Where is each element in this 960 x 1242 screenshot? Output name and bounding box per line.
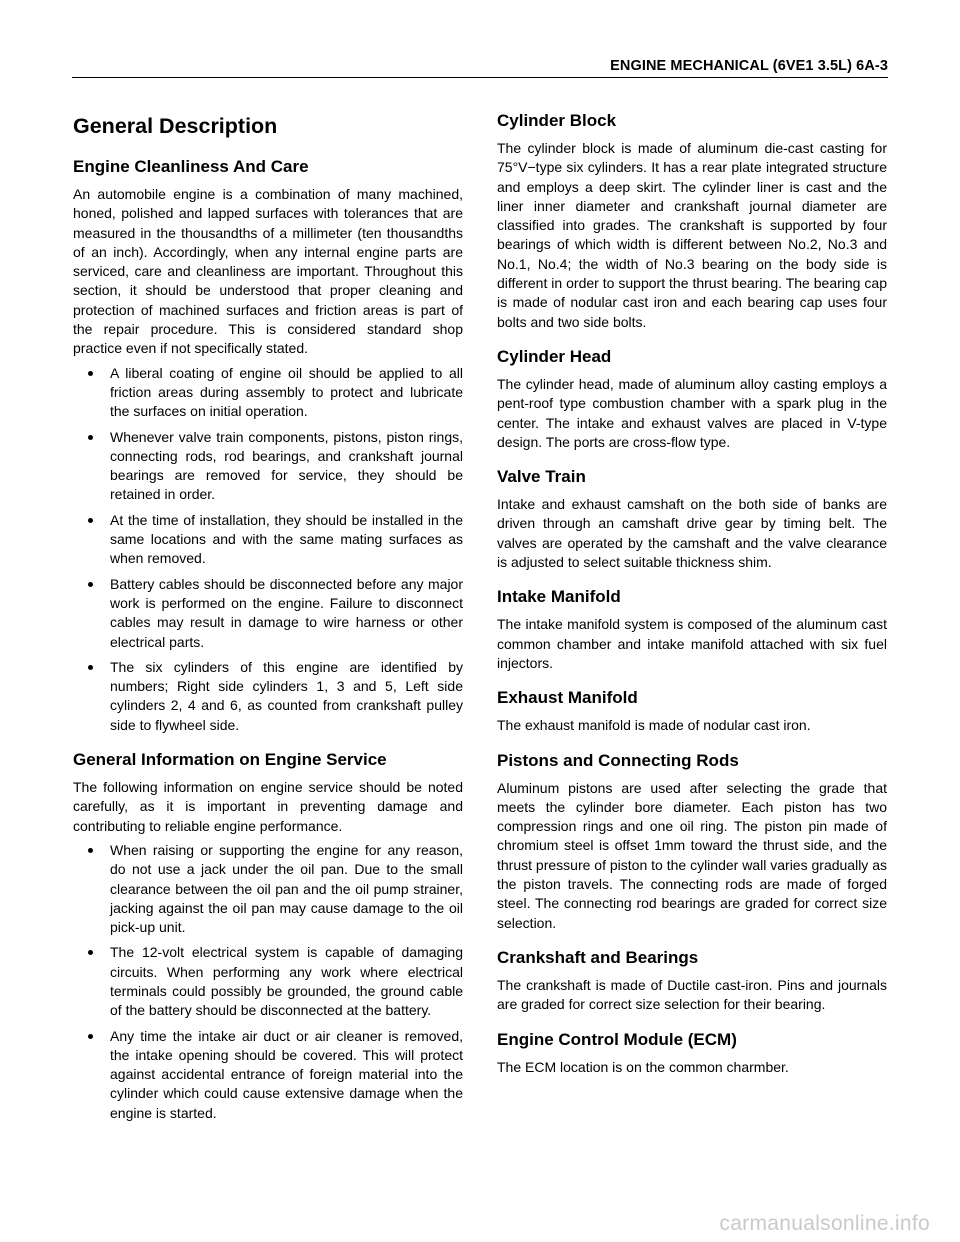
- section-ecm: [497, 1029, 887, 1077]
- bullet-icon: [88, 371, 93, 376]
- bullet-icon: [88, 582, 93, 587]
- section-paragraph: The cylinder block is made of aluminum die-cast casting for 75°V−type six cylinders. It has a rear plate integrated structure and employs a deep skirt. The cylinder liner is cast and the liner inner diameter and crankshaft journal diameter are classified into grades. The crankshaft is supported by four bearings of which width is different between No.2, No.3 and No.1, No.4; the width of No.3 bearing on the body side is different in order to support the thrust bearing. The bearing cap is made of nodular cast iron and each bearing cap uses four bolts and two side bolts.: [497, 140, 887, 330]
- list-item: When raising or supporting the engine for any reason, do not use a jack under the oil pan. Due to the small clearance between the oil pan and the oil pump strainer, jacking against the oil pan may cause damage to the oil pick-up unit.: [73, 841, 463, 937]
- section-paragraph: An automobile engine is a combination of many machined, honed, polished and lapped surfaces with tolerances that are measured in the thousandths of a millimeter (ten thousandths of an inch). Accordingly, when any internal engine parts are serviced, care and cleanliness are important. Throughout this section, it should be understood that proper cleaning and protection of machined surfaces and friction areas is part of the repair procedure. This is considered standard shop practice even if not specifically stated.: [73, 186, 463, 357]
- list-item: Battery cables should be disconnected before any major work is performed on the engine. Failure to disconnect cables may result in damage to wire harness or other electrical parts.: [73, 575, 463, 652]
- section-cylinder-head: [497, 346, 887, 452]
- section-paragraph: The exhaust manifold is made of nodular cast iron.: [497, 717, 811, 734]
- bullet-icon: [88, 435, 93, 440]
- section-paragraph: The crankshaft is made of Ductile cast-iron. Pins and journals are graded for correct size selection for their bearing.: [497, 976, 887, 1013]
- bullet-icon: [88, 848, 93, 853]
- section-paragraph: The intake manifold system is composed of the aluminum cast common chamber and intake manifold attached with six fuel injectors.: [497, 616, 887, 671]
- section-engine-cleanliness: [73, 156, 463, 735]
- page-header: ENGINE MECHANICAL (6VE1 3.5L) 6A-3: [610, 58, 888, 74]
- section-heading: Crankshaft and Bearings: [497, 947, 699, 967]
- bullet-icon: [88, 665, 93, 670]
- section-intake-manifold: [497, 586, 887, 673]
- page-title: General Description: [73, 114, 278, 138]
- section-heading: Engine Cleanliness And Care: [73, 157, 309, 176]
- section-paragraph: The ECM location is on the common charmber.: [497, 1058, 789, 1075]
- section-heading: Cylinder Block: [497, 111, 617, 130]
- bullet-icon: [88, 950, 93, 955]
- list-item: The 12-volt electrical system is capable of damaging circuits. When performing any work where electrical terminals could possibly be grounded, the ground cable of the battery should be disconnected at the battery.: [73, 943, 463, 1020]
- watermark: carmanualsonline.info: [719, 1212, 930, 1235]
- list-item: Any time the intake air duct or air cleaner is removed, the intake opening should be covered. This will protect against accidental entrance of foreign material into the cylinder which could cause extensive damage when the engine is started.: [73, 1027, 463, 1123]
- section-general-information: [73, 749, 463, 1123]
- right-column: [497, 110, 887, 1091]
- section-heading: Valve Train: [497, 467, 586, 487]
- section-exhaust-manifold: [497, 687, 887, 735]
- section-paragraph: Aluminum pistons are used after selecting the grade that meets the cylinder bore diameter. Each piston has two compression rings and one oil ring. The piston pin made of chromium steel is offset 1mm toward the thrust side, and the thrust pressure of piston to the cylinder wall varies gradually as the piston travels. The connecting rods are made of forged steel. The connecting rod bearings are graded for correct size selection.: [497, 779, 887, 931]
- bullet-icon: [88, 518, 93, 523]
- section-paragraph: The cylinder head, made of aluminum alloy casting employs a pent-roof type combustion chamber with a spark plug in the center. The intake and exhaust valves are placed in V-type design. The ports are cross-flow type.: [497, 375, 887, 450]
- list-item: A liberal coating of engine oil should be applied to all friction areas during assembly to protect and lubricate the surfaces on initial operation.: [73, 364, 463, 422]
- header-rule: [72, 77, 888, 78]
- section-heading: Cylinder Head: [497, 346, 612, 366]
- section-valve-train: [497, 466, 887, 572]
- bullet-list: [73, 841, 463, 1123]
- bullet-icon: [88, 1034, 93, 1039]
- list-item: At the time of installation, they should be installed in the same locations and with the same mating surfaces as when removed.: [73, 511, 463, 569]
- section-pistons: [497, 750, 887, 933]
- section-heading: Intake Manifold: [497, 587, 621, 607]
- section-cylinder-block: [497, 110, 887, 332]
- section-heading: Engine Control Module (ECM): [497, 1029, 737, 1049]
- section-paragraph: The following information on engine service should be noted carefully, as it is important in preventing damage and contributing to reliable engine performance.: [73, 779, 463, 834]
- section-heading: Exhaust Manifold: [497, 688, 638, 708]
- left-column: [73, 110, 463, 1137]
- list-item: The six cylinders of this engine are identified by numbers; Right side cylinders 1, 3 and 5, Left side cylinders 2, 4 and 6, as counted from crankshaft pulley side to flywheel side.: [73, 658, 463, 735]
- section-heading: Pistons and Connecting Rods: [497, 750, 739, 770]
- list-item: Whenever valve train components, pistons, piston rings, connecting rods, rod bearings, and crankshaft journal bearings are removed for service, they should be retained in order.: [73, 428, 463, 505]
- section-heading: General Information on Engine Service: [73, 750, 387, 770]
- section-paragraph: Intake and exhaust camshaft on the both side of banks are driven through an camshaft drive gear by timing belt. The valves are operated by the camshaft and the valve clearance is adjusted to select suitable thickness shim.: [497, 496, 887, 571]
- section-crankshaft: [497, 947, 887, 1015]
- bullet-list: [73, 364, 463, 735]
